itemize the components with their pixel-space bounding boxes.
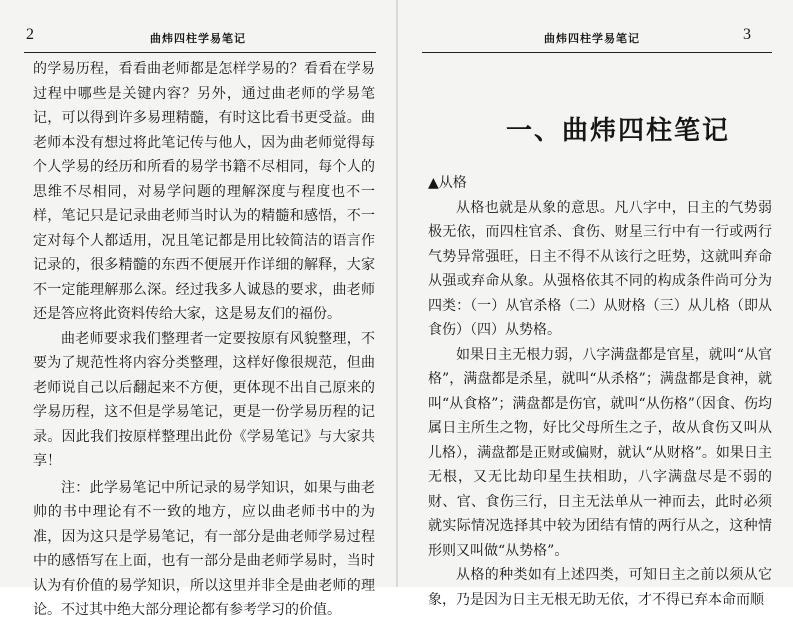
chapter-title: 一、曲炜四柱笔记 [506,116,731,146]
running-header: 曲炜四柱学易笔记 [150,32,246,45]
right-page [398,0,793,608]
paragraph: 曲老师要求我们整理者一定要按原有风貌整理，不要为了规范性将内容分类整理，这样好像很规范，但曲老师说自己以后翻起来不方便，更体现不出自己原来的学易历程，这不但是学易笔记，更是一份学易历程的记录。因此我们按原样整理出此份《学易笔记》与大家共享！ [33,330,375,469]
header-rule [422,52,772,53]
header-rule [24,52,376,53]
page-number: 2 [26,26,34,43]
paragraph: 从格的种类如有上述四类，可知日主之前以须从它象，乃是因为日主无根无助无依，才不得已弃本命而顺 [428,567,772,608]
paragraph: 的学易历程，看看曲老师都是怎样学易的？看看在学易过程中哪些是关键内容？另外，通过曲老师的学易笔记，可以得到许多易理精髓，有时这比看书更受益。曲老师本没有想过将此笔记传与他人，因为曲老师觉得每个人学易的经历和所看的易学书籍不尽相同，每个人的思维不尽相同，对易学问题的理解深度与程度也不一样，笔记只是记录曲老师当时认为的精髓和感悟，不一定对每个人都适用，况且笔记都是用比较简洁的语言作记录的，很多精髓的东西不便展开作详细的解释，大家不一定能理解那么深。经过我多人诚恳的要求，曲老师还是答应将此资料传给大家，这是易友们的福份。 [33,61,375,322]
left-body-text [33,57,375,623]
section-heading: ▲从格 [428,175,467,191]
paragraph: 注：此学易笔记中所记录的易学知识，如果与曲老帅的书中理论有不一致的地方，应以曲老师书中的为准，因为这只是学易笔记，有一部分是曲老师学易过程中的感悟写在上面，也有一部分是曲老师学易时，当时认为有价值的易学知识，所以这里并非全是曲老师的理论。不过其中绝大部分理论都有参考学习的价值。 [33,479,375,618]
paragraph: 如果日主无根力弱，八字满盘都是官星，就叫“从官格”，满盘都是杀星，就叫“从杀格”；满盘都是食神，就叫“从食格”；满盘都是伤官，就叫“从伤格”（因食、伤均属日主所生之物，好比父母所生之子，故从食伤又叫从儿格），满盘都是正财或偏财，就认“从财格”。如果日主无根，又无比劫印星生扶相助，八字满盘尽是不弱的财、官、食伤三行，日主无法单从一神而去，此时必须就实际情况选择其中较为团结有情的两行从之，这种情形则又叫做“从势格”。 [428,346,772,559]
paragraph: 从格也就是从象的意思。凡八字中，日主的气势弱极无依，而四柱官杀、食伤、财星三行中有一行或两行气势异常强旺，日主不得不从该行之旺势，这就叫弃命从强或弃命从象。从强格依其不同的构成条件尚可分为四类：（一）从官杀格（二）从财格（三）从儿格（即从食伤）（四）从势格。 [428,199,772,338]
right-body-text [428,171,772,612]
page-number: 3 [743,26,751,43]
left-page [0,0,396,618]
running-header: 曲炜四柱学易笔记 [544,32,640,45]
